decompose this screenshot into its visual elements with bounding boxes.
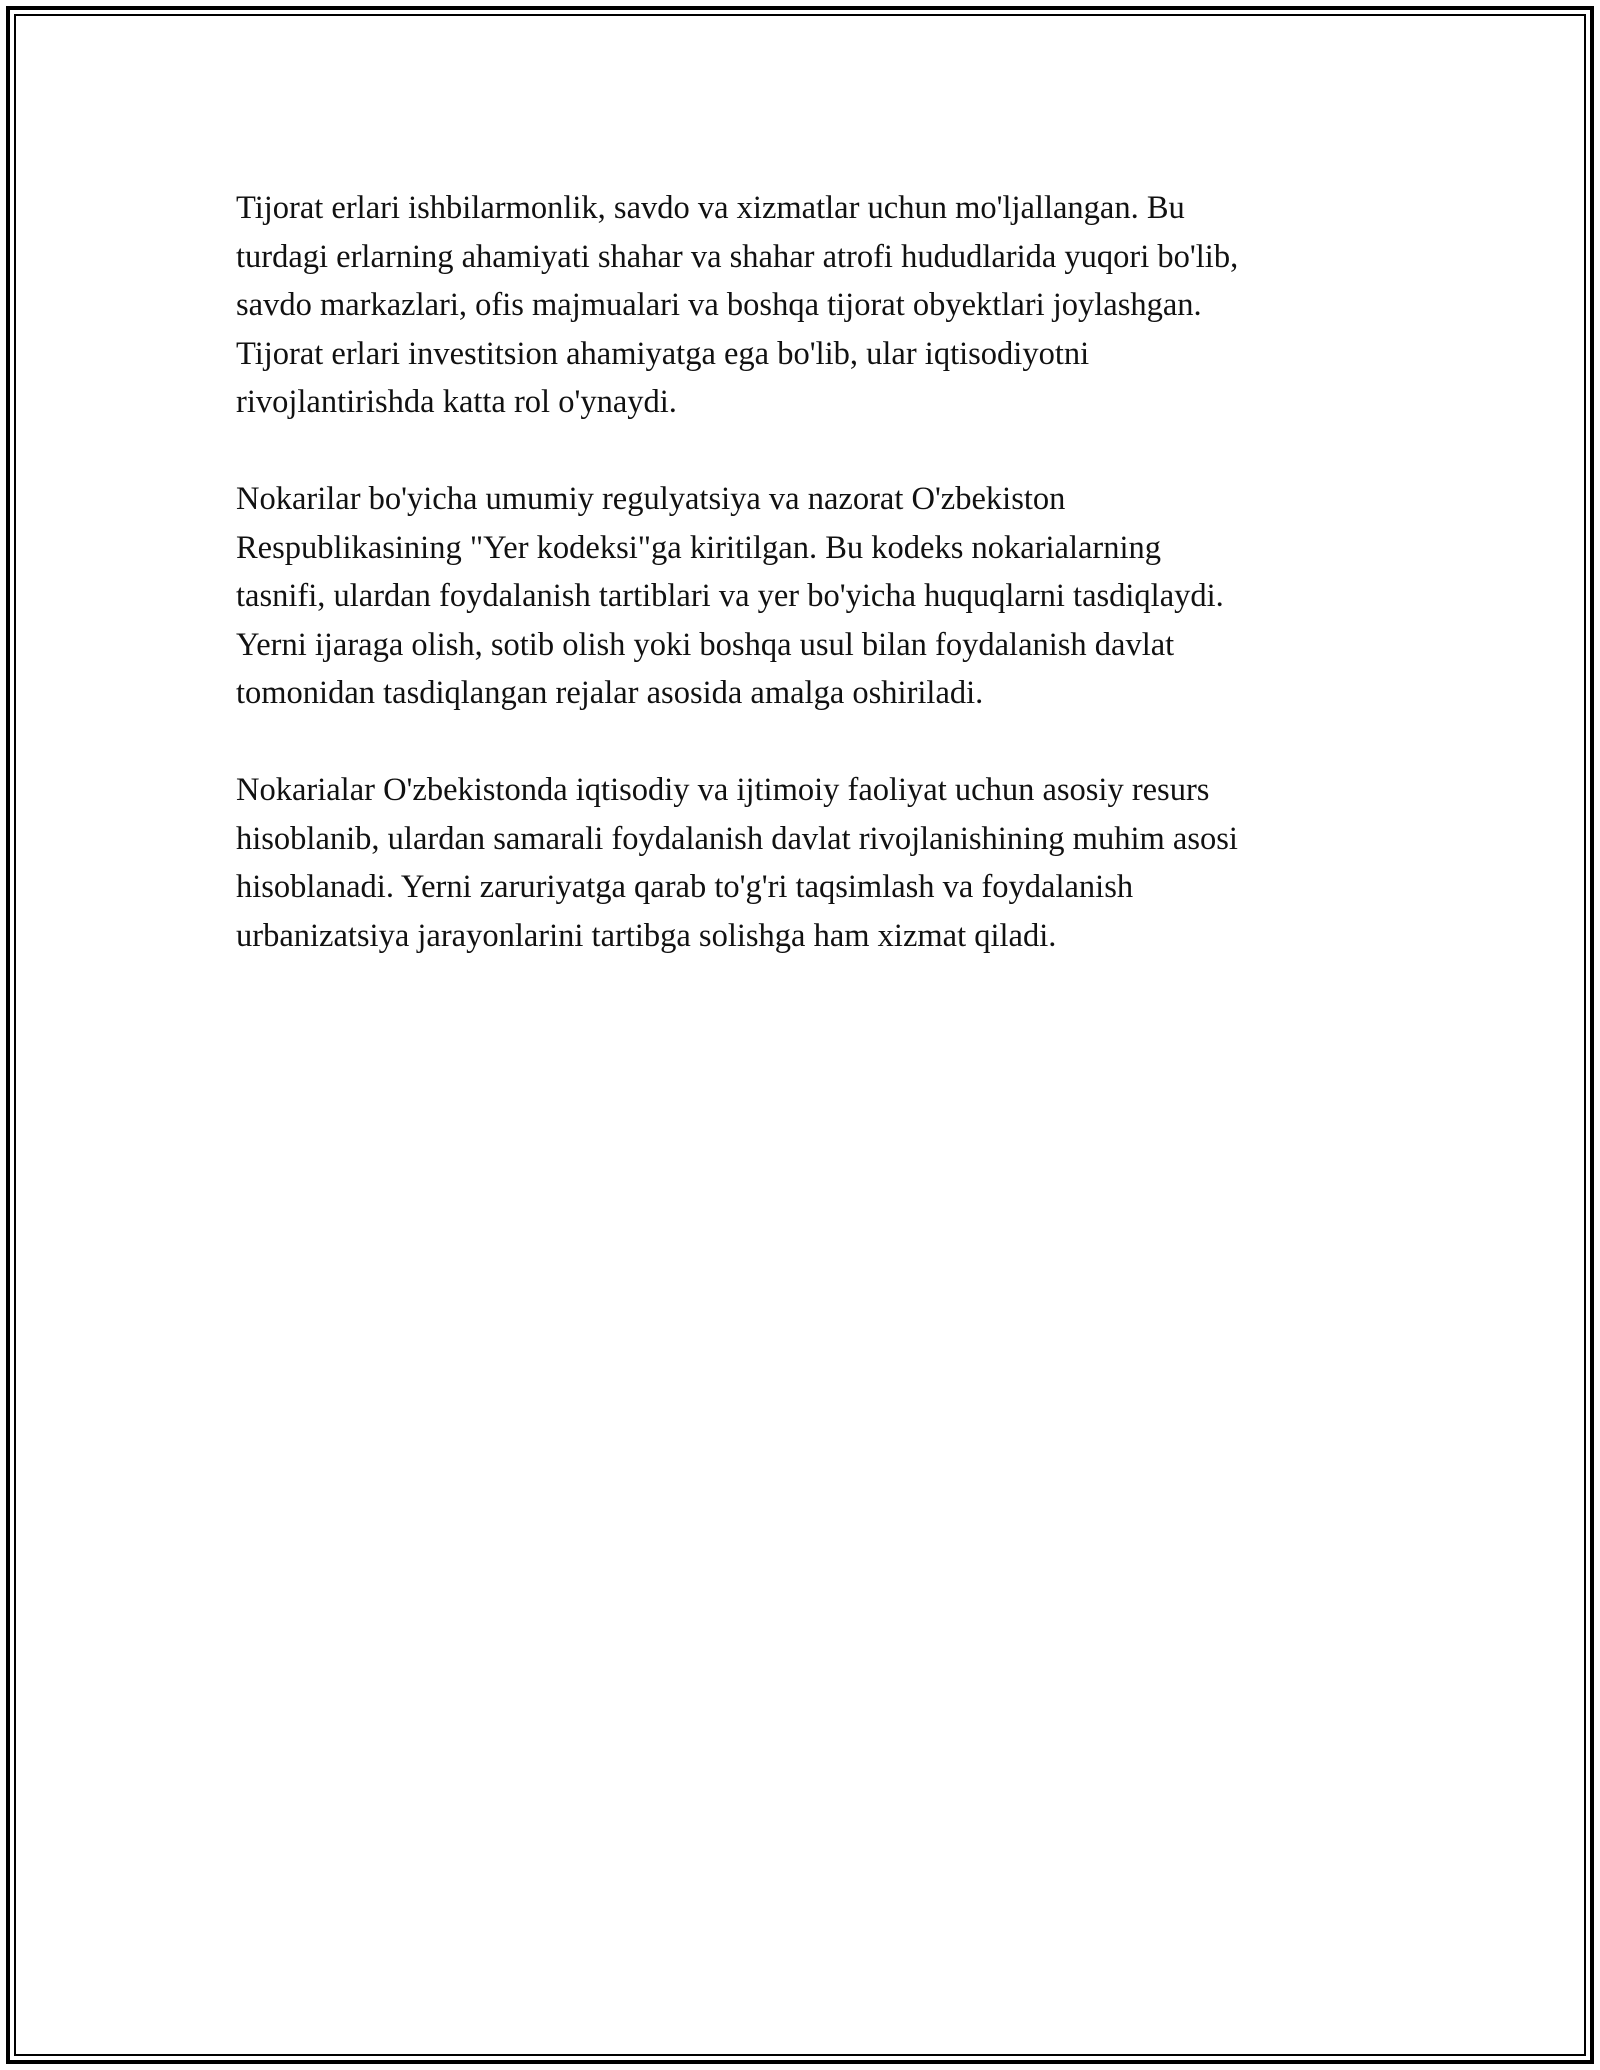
- paragraph-line: Tijorat erlari investitsion ahamiyatga ega bo'lib, ular iqtisodiyotni: [236, 335, 1090, 372]
- paragraph-line: Yerni ijaraga olish, sotib olish yoki boshqa usul bilan foydalanish davlat: [236, 626, 1175, 663]
- paragraph-line: Nokarilar bo'yicha umumiy regulyatsiya va nazorat O'zbekiston: [236, 481, 1066, 517]
- paragraph-line: tomonidan tasdiqlangan rejalar asosida amalga oshiriladi.: [236, 675, 984, 711]
- paragraph-commercial-land: [236, 184, 1396, 427]
- paragraph-line: urbanizatsiya jarayonlarini tartibga solishga ham xizmat qiladi.: [236, 917, 1057, 954]
- document-body: [236, 184, 1396, 1009]
- paragraph-line: Tijorat erlari ishbilarmonlik, savdo va xizmatlar uchun mo'ljallangan. Bu: [236, 190, 1185, 226]
- paragraph-line: rivojlantirishda katta rol o'ynaydi.: [236, 384, 677, 420]
- paragraph-land-code: [236, 475, 1396, 718]
- paragraph-line: Nokarialar O'zbekistonda iqtisodiy va ijtimoiy faoliyat uchun asosiy resurs: [236, 772, 1210, 808]
- paragraph-line: turdagi erlarning ahamiyati shahar va shahar atrofi hududlarida yuqori bo'lib,: [236, 238, 1239, 275]
- paragraph-line: hisoblanib, ulardan samarali foydalanish davlat rivojlanishining muhim asosi: [236, 820, 1238, 857]
- paragraph-line: tasnifi, ulardan foydalanish tartiblari va yer bo'yicha huquqlarni tasdiqlaydi.: [236, 578, 1224, 614]
- paragraph-land-resources: [236, 766, 1396, 960]
- paragraph-line: hisoblanadi. Yerni zaruriyatga qarab to'g'ri taqsimlash va foydalanish: [236, 869, 1134, 905]
- paragraph-line: savdo markazlari, ofis majmualari va boshqa tijorat obyektlari joylashgan.: [236, 287, 1202, 323]
- paragraph-line: Respublikasining "Yer kodeksi"ga kiritilgan. Bu kodeks nokarialarning: [236, 529, 1161, 566]
